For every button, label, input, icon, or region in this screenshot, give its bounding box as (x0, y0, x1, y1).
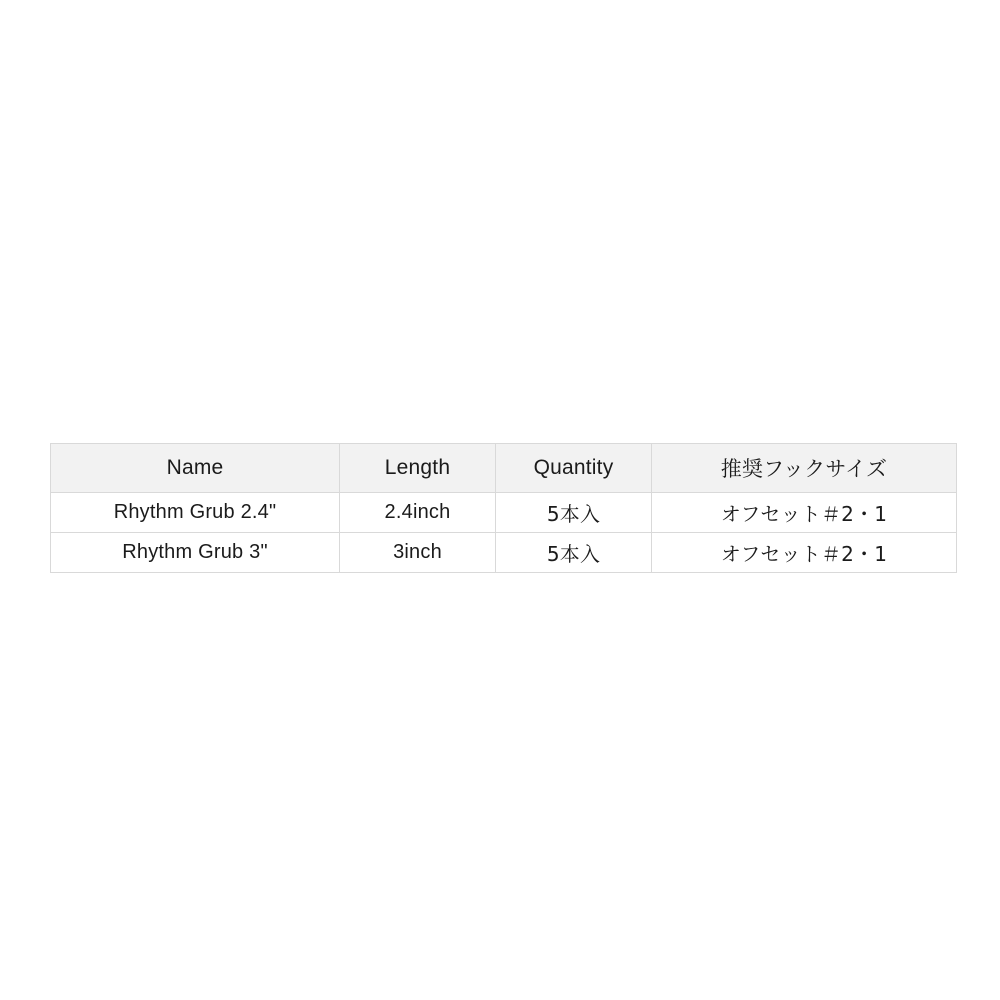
cell-quantity: 5本入 (496, 493, 652, 533)
spec-table-container (50, 443, 952, 573)
column-header-name: Name (51, 444, 340, 493)
table-row (51, 533, 957, 573)
column-header-recommended-hook-size: 推奨フックサイズ (652, 444, 957, 493)
cell-hook-size: オフセット＃2・1 (652, 493, 957, 533)
cell-name: Rhythm Grub 2.4" (51, 493, 340, 533)
table-row (51, 493, 957, 533)
cell-length: 2.4inch (340, 493, 496, 533)
product-spec-table (50, 443, 957, 573)
table-header-row (51, 444, 957, 493)
cell-length: 3inch (340, 533, 496, 573)
cell-hook-size: オフセット＃2・1 (652, 533, 957, 573)
table-header (51, 444, 957, 493)
cell-name: Rhythm Grub 3" (51, 533, 340, 573)
table-body (51, 493, 957, 573)
column-header-length: Length (340, 444, 496, 493)
cell-quantity: 5本入 (496, 533, 652, 573)
column-header-quantity: Quantity (496, 444, 652, 493)
